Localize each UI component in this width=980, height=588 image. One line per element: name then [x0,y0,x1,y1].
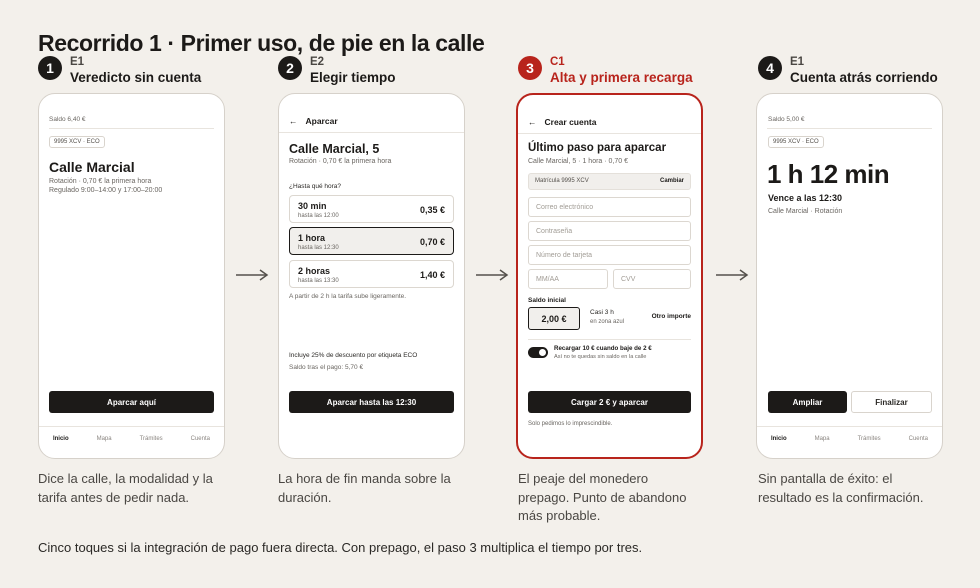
initial-balance-label: Saldo inicial [528,297,566,304]
nav-title: Aparcar [305,116,338,126]
step-caption-4: Sin pantalla de éxito: el resultado es la confirmación. [758,471,924,505]
auto-recharge-sub: Así no te quedas sin saldo en la calle [554,354,647,360]
phone-screen-1 [38,93,225,459]
plate-chip[interactable]: 9995 XCV · ECO [768,136,824,148]
balance-label: Saldo 5,00 € [768,116,805,123]
option-until: hasta las 13:30 [298,278,339,284]
step-number-badge: 1 [38,56,62,80]
plate-label: Matrícula 9995 XCV [535,178,589,184]
step-number-badge: 2 [278,56,302,80]
rate-line: Rotación · 0,70 € la primera hora [289,158,392,165]
auto-recharge-toggle[interactable] [528,347,548,358]
time-option-1h[interactable] [289,227,454,255]
tab-tramites[interactable]: Trámites [857,435,881,442]
auto-recharge-label: Recargar 10 € cuando baje de 2 € [554,345,652,352]
rate-note: A partir de 2 h la tarifa sube ligeramente. [289,293,407,300]
park-until-button[interactable]: Aparcar hasta las 12:30 [289,391,454,413]
balance-after: Saldo tras el pago: 5,70 € [289,364,364,371]
eco-discount-note: Incluye 25% de descuento por etiqueta ECO [289,352,418,359]
tab-mapa[interactable]: Mapa [814,435,830,442]
plate-chip[interactable]: 9995 XCV · ECO [49,136,105,148]
arrow-right-icon [236,268,270,282]
nav-title: Crear cuenta [544,117,597,127]
divider [279,132,464,133]
step-code: E1 [790,56,805,68]
other-amount-link[interactable]: Otro importe [651,313,691,320]
divider [528,339,691,340]
tab-tramites[interactable]: Trámites [139,435,163,442]
email-field[interactable]: Correo electrónico [528,197,691,217]
extend-button[interactable]: Ampliar [768,391,847,413]
option-label: 2 horas [298,266,331,276]
option-price: 0,35 € [419,205,445,215]
option-until: hasta las 12:00 [298,213,339,219]
rate-line: Rotación · 0,70 € la primera hora [49,178,152,185]
question-label: ¿Hasta qué hora? [289,183,342,190]
charge-and-park-button[interactable]: Cargar 2 € y aparcar [528,391,691,413]
schedule-line: Regulado 9:00–14:00 y 17:00–20:00 [49,187,163,194]
option-price: 0,70 € [419,237,445,247]
back-arrow-icon[interactable]: ← [289,116,298,126]
change-plate-link[interactable]: Cambiar [659,178,684,184]
time-option-2h[interactable] [289,260,454,288]
footer-note: Cinco toques si la integración de pago fuera directa. Con prepago, el paso 3 multiplica el tiempo por tres. [38,540,643,555]
tab-bar [39,426,224,450]
divider [518,133,701,134]
step-caption-2: La hora de fin manda sobre la duración. [278,471,451,505]
option-until: hasta las 12:30 [298,245,339,251]
step-number-badge: 3 [518,56,542,80]
expiry-field[interactable]: MM/AA [528,269,608,289]
heading: Último paso para aparcar [528,142,667,154]
countdown-timer: 1 h 12 min [767,159,890,189]
step-name: Alta y primera recarga [550,70,693,85]
finish-button[interactable]: Finalizar [851,391,932,413]
expiry-time: Vence a las 12:30 [768,193,843,203]
divider [49,128,214,129]
time-option-30min[interactable] [289,195,454,223]
nav-bar [289,116,338,126]
divider [767,128,932,129]
card-number-field[interactable]: Número de tarjeta [528,245,691,265]
street-name: Calle Marcial [49,159,135,175]
step-caption-1: Dice la calle, la modalidad y la tarifa antes de pedir nada. [38,471,213,505]
back-arrow-icon[interactable]: ← [528,117,537,127]
plate-row [528,173,691,190]
option-price: 1,40 € [419,270,445,280]
place-line: Calle Marcial · Rotación [768,208,843,215]
approx-duration: Casi 3 h [590,309,614,316]
fine-print: Solo pedimos lo imprescindible. [528,421,613,427]
cvv-field[interactable]: CVV [613,269,691,289]
page-title: Recorrido 1 · Primer uso, de pie en la calle [38,30,485,56]
arrow-right-icon [716,268,750,282]
tab-inicio[interactable]: Inicio [52,435,69,442]
option-label: 1 hora [298,233,326,243]
balance-label: Saldo 6,40 € [49,116,86,123]
tab-cuenta[interactable]: Cuenta [908,435,928,442]
amount-option-selected[interactable]: 2,00 € [528,307,580,330]
park-here-button[interactable]: Aparcar aquí [49,391,214,413]
step-name: Cuenta atrás corriendo [790,70,938,85]
option-label: 30 min [298,201,327,211]
tab-bar [757,426,942,450]
tab-inicio[interactable]: Inicio [770,435,787,442]
step-code: C1 [550,56,565,68]
phone-screen-2 [278,93,465,459]
step-name: Elegir tiempo [310,70,396,85]
phone-screen-3 [516,93,703,459]
tab-mapa[interactable]: Mapa [96,435,112,442]
phone-screen-4 [756,93,943,459]
street-name: Calle Marcial, 5 [289,142,380,156]
summary-line: Calle Marcial, 5 · 1 hora · 0,70 € [528,158,628,165]
approx-zone: en zona azul [590,319,625,325]
step-number-badge: 4 [758,56,782,80]
arrow-right-icon [476,268,510,282]
step-code: E2 [310,56,325,68]
tab-cuenta[interactable]: Cuenta [190,435,210,442]
step-name: Veredicto sin cuenta [70,70,202,85]
step-caption-3: El peaje del monedero prepago. Punto de abandono más probable. [518,471,687,523]
nav-bar [528,117,596,127]
password-field[interactable]: Contraseña [528,221,691,241]
step-code: E1 [70,56,85,68]
